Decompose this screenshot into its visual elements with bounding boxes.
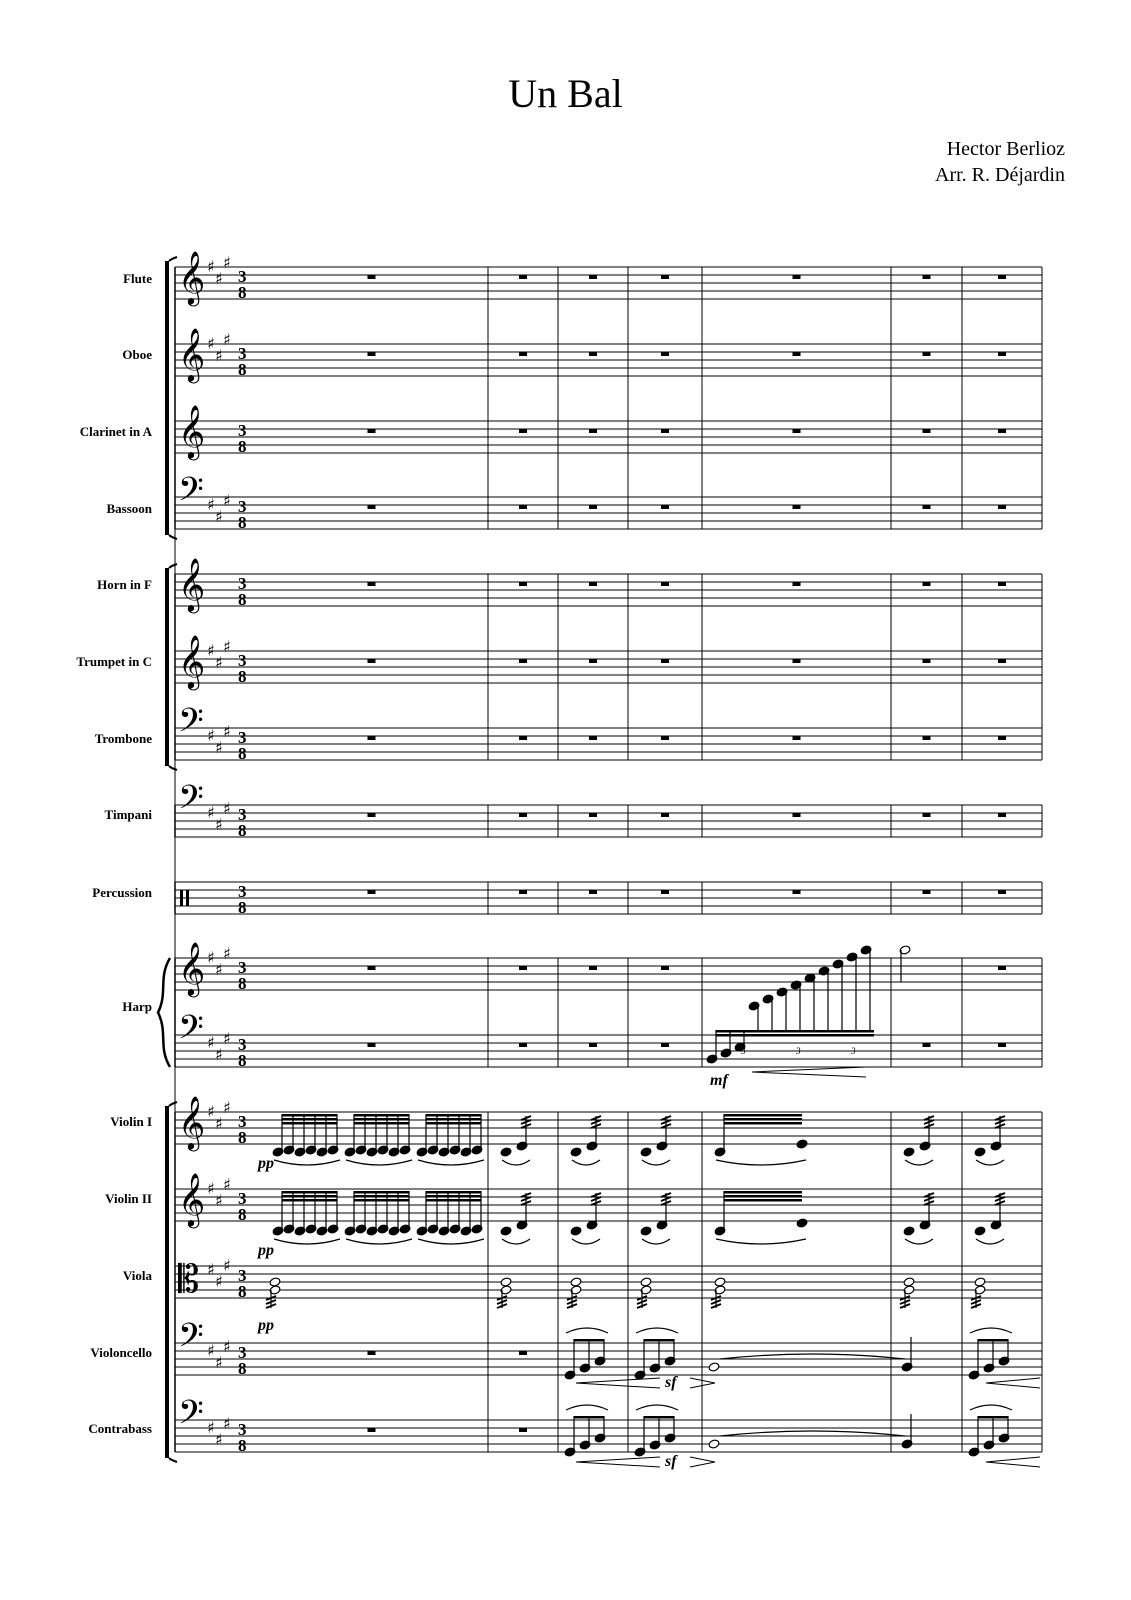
treble-clef: 𝄞 xyxy=(178,250,206,304)
sharp-sign: ♯ xyxy=(223,253,231,272)
notehead xyxy=(708,1439,720,1449)
crescendo-hairpin xyxy=(576,1378,660,1388)
sharp-sign: ♯ xyxy=(223,637,231,656)
beam xyxy=(354,1191,409,1194)
slur xyxy=(970,1328,1012,1333)
time-sig-denominator: 8 xyxy=(238,283,247,302)
instrument-label: Flute xyxy=(123,271,152,286)
beam xyxy=(716,1030,874,1033)
staff-lines xyxy=(175,267,1042,1452)
crescendo-hairpin xyxy=(752,1067,866,1077)
sharp-sign: ♯ xyxy=(207,257,215,276)
slur xyxy=(970,1405,1012,1410)
arranger-credit: Arr. R. Déjardin xyxy=(935,164,1065,186)
time-sig-numerator: 3 xyxy=(238,805,247,824)
notehead xyxy=(903,1226,915,1236)
measure-rest xyxy=(589,505,597,509)
notehead xyxy=(640,1226,652,1236)
slur xyxy=(636,1328,678,1333)
time-sig-denominator: 8 xyxy=(238,1282,247,1301)
sharp-sign: ♯ xyxy=(207,1102,215,1121)
time-sig-denominator: 8 xyxy=(238,667,247,686)
instrument-label: Harp xyxy=(122,999,152,1014)
sharp-sign: ♯ xyxy=(215,1272,223,1291)
bass-clef: 𝄢 xyxy=(178,702,204,748)
group-bracket-bar xyxy=(165,1106,169,1458)
sharp-sign: ♯ xyxy=(223,491,231,510)
measure-rest xyxy=(589,890,597,894)
group-bracket-bar xyxy=(165,568,169,766)
instrument-label: Viola xyxy=(122,1268,152,1283)
notehead xyxy=(708,1362,720,1372)
treble-clef: 𝄞 xyxy=(178,404,206,458)
bass-clef: 𝄢 xyxy=(178,1009,204,1055)
measure-rest xyxy=(998,582,1006,586)
instrument-label: Bassoon xyxy=(106,501,152,516)
measure-rest xyxy=(793,275,801,279)
measure-rest xyxy=(368,582,376,586)
measure-rest xyxy=(368,429,376,433)
time-sig-denominator: 8 xyxy=(238,1436,247,1455)
beam xyxy=(426,1118,481,1121)
beam xyxy=(282,1118,337,1121)
composer-credit: Hector Berlioz xyxy=(946,138,1065,160)
sharp-sign: ♯ xyxy=(215,1353,223,1372)
time-sig-denominator: 8 xyxy=(238,1051,247,1070)
notehead xyxy=(974,1277,986,1287)
notehead xyxy=(974,1147,986,1157)
measure-rest xyxy=(998,275,1006,279)
sharp-sign: ♯ xyxy=(223,799,231,818)
measure-rest xyxy=(923,505,931,509)
group-bracket-bar xyxy=(165,261,169,535)
beam xyxy=(282,1199,337,1202)
measure-rest xyxy=(998,1043,1006,1047)
measure-rest xyxy=(923,352,931,356)
time-sig-numerator: 3 xyxy=(238,728,247,747)
dynamic-viola: pp xyxy=(258,1317,274,1334)
sharp-sign: ♯ xyxy=(207,1179,215,1198)
crescendo-hairpin xyxy=(986,1378,1040,1388)
sharp-sign: ♯ xyxy=(223,1029,231,1048)
measure-rest xyxy=(793,659,801,663)
measure-rest xyxy=(519,890,527,894)
measure-rest xyxy=(998,352,1006,356)
slur xyxy=(572,1239,600,1244)
time-sig-numerator: 3 xyxy=(238,1112,247,1131)
measure-rest xyxy=(998,813,1006,817)
notehead xyxy=(500,1277,512,1287)
measure-rest xyxy=(519,352,527,356)
instrument-label: Contrabass xyxy=(88,1421,152,1436)
measure-rest xyxy=(998,659,1006,663)
measure-rest xyxy=(519,429,527,433)
score-title: Un Bal xyxy=(508,71,623,116)
slur xyxy=(642,1239,670,1244)
notehead xyxy=(570,1147,582,1157)
treble-clef: 𝄞 xyxy=(178,1095,206,1149)
measure-rest xyxy=(923,659,931,663)
slur xyxy=(905,1160,933,1165)
treble-clef: 𝄞 xyxy=(178,634,206,688)
sharp-sign: ♯ xyxy=(223,330,231,349)
treble-clef: 𝄞 xyxy=(178,327,206,381)
measure-rest xyxy=(519,1043,527,1047)
notehead xyxy=(714,1277,726,1287)
sharp-sign: ♯ xyxy=(207,1260,215,1279)
sharp-sign: ♯ xyxy=(215,507,223,526)
beam xyxy=(282,1114,337,1117)
instrument-labels xyxy=(76,271,152,1436)
instrument-label: Percussion xyxy=(92,885,152,900)
measure-rest xyxy=(793,429,801,433)
time-sig-denominator: 8 xyxy=(238,1128,247,1147)
notehead xyxy=(570,1226,582,1236)
sharp-sign: ♯ xyxy=(215,1114,223,1133)
beam xyxy=(354,1122,409,1125)
measure-rest xyxy=(793,505,801,509)
measure-rest xyxy=(793,352,801,356)
measure-rest xyxy=(923,1043,931,1047)
sharp-sign: ♯ xyxy=(207,803,215,822)
dynamic-harp: mf xyxy=(710,1072,728,1089)
time-sig-numerator: 3 xyxy=(238,267,247,286)
measure-rest xyxy=(519,275,527,279)
slur xyxy=(346,1239,412,1244)
slur xyxy=(502,1160,530,1165)
slur xyxy=(720,1431,905,1436)
slur xyxy=(572,1160,600,1165)
instrument-label: Horn in F xyxy=(97,577,152,592)
beam xyxy=(426,1122,481,1125)
time-sig-denominator: 8 xyxy=(238,360,247,379)
beam xyxy=(426,1199,481,1202)
slur xyxy=(642,1160,670,1165)
instrument-label: Trombone xyxy=(94,731,152,746)
beam xyxy=(644,1339,674,1342)
slur xyxy=(976,1239,1004,1244)
instrument-label: Violoncello xyxy=(90,1345,152,1360)
sharp-sign: ♯ xyxy=(215,738,223,757)
sharp-sign: ♯ xyxy=(207,641,215,660)
measure-rest xyxy=(589,352,597,356)
slur xyxy=(636,1405,678,1410)
treble-clef: 𝄞 xyxy=(178,557,206,611)
sharp-sign: ♯ xyxy=(223,722,231,741)
slur xyxy=(418,1239,484,1244)
measure-rests xyxy=(368,275,1007,1432)
time-sig-numerator: 3 xyxy=(238,882,247,901)
notehead xyxy=(570,1277,582,1287)
beam xyxy=(426,1114,481,1117)
tuplet-label: 3 xyxy=(796,1046,801,1056)
measure-rest xyxy=(519,736,527,740)
time-sig-denominator: 8 xyxy=(238,974,247,993)
measure-rest xyxy=(998,966,1006,970)
slur xyxy=(720,1354,905,1359)
beam xyxy=(724,1122,802,1125)
sharp-sign: ♯ xyxy=(223,944,231,963)
sharp-sign: ♯ xyxy=(215,653,223,672)
notehead xyxy=(269,1277,281,1287)
sharp-sign: ♯ xyxy=(207,1341,215,1360)
measure-rest xyxy=(923,890,931,894)
beam xyxy=(724,1199,802,1202)
harp-brace xyxy=(158,958,170,1067)
measure-rest xyxy=(368,352,376,356)
slur xyxy=(274,1160,340,1165)
dynamic-bass: sf xyxy=(665,1453,677,1470)
measure-rest xyxy=(998,505,1006,509)
time-sig-numerator: 3 xyxy=(238,958,247,977)
notehead xyxy=(974,1226,986,1236)
beam xyxy=(426,1195,481,1198)
sharp-sign: ♯ xyxy=(223,1256,231,1275)
measure-rest xyxy=(368,736,376,740)
measure-rest xyxy=(661,429,669,433)
measure-rest xyxy=(589,582,597,586)
measure-rest xyxy=(998,736,1006,740)
time-sig-numerator: 3 xyxy=(238,1266,247,1285)
time-sig-denominator: 8 xyxy=(238,898,247,917)
slur xyxy=(905,1239,933,1244)
beam xyxy=(724,1195,802,1198)
crescendo-hairpin xyxy=(576,1457,660,1467)
bass-clef: 𝄢 xyxy=(178,1394,204,1440)
instrument-label: Trumpet in C xyxy=(76,654,152,669)
percussion-clef xyxy=(186,890,189,906)
measure-rest xyxy=(923,429,931,433)
time-sig-numerator: 3 xyxy=(238,574,247,593)
measure-rest xyxy=(589,966,597,970)
time-sig-numerator: 3 xyxy=(238,651,247,670)
measure-rest xyxy=(519,505,527,509)
tuplet-label: 3 xyxy=(851,1046,856,1056)
sharp-sign: ♯ xyxy=(223,1175,231,1194)
bass-clef: 𝄢 xyxy=(178,779,204,825)
notehead xyxy=(500,1147,512,1157)
beam xyxy=(724,1191,802,1194)
beam xyxy=(716,1034,874,1037)
measure-rest xyxy=(661,505,669,509)
sharp-sign: ♯ xyxy=(215,815,223,834)
beam xyxy=(282,1195,337,1198)
measure-rest xyxy=(923,813,931,817)
sharp-sign: ♯ xyxy=(223,1414,231,1433)
notes xyxy=(266,945,1012,1457)
slur xyxy=(418,1160,484,1165)
dynamic-cello: sf xyxy=(665,1374,677,1391)
beam xyxy=(574,1416,604,1419)
dynamic-violin1: pp xyxy=(258,1155,274,1172)
time-sig-denominator: 8 xyxy=(238,1205,247,1224)
time-sig-denominator: 8 xyxy=(238,437,247,456)
measure-rest xyxy=(589,659,597,663)
notehead xyxy=(903,1147,915,1157)
beam xyxy=(724,1114,802,1117)
time-sig-denominator: 8 xyxy=(238,821,247,840)
measure-rest xyxy=(661,966,669,970)
measure-rest xyxy=(793,813,801,817)
slur xyxy=(274,1239,340,1244)
alto-clef: 𝄡 xyxy=(178,1257,200,1301)
dynamic-violin2: pp xyxy=(258,1242,274,1259)
slur xyxy=(346,1160,412,1165)
beam xyxy=(644,1416,674,1419)
measure-rest xyxy=(368,659,376,663)
treble-clef: 𝄞 xyxy=(178,941,206,995)
measure-rest xyxy=(589,429,597,433)
diminuendo-hairpin xyxy=(690,1457,715,1467)
sharp-sign: ♯ xyxy=(207,495,215,514)
measure-rest xyxy=(368,1351,376,1355)
beam xyxy=(282,1122,337,1125)
time-sig-denominator: 8 xyxy=(238,590,247,609)
bass-clef: 𝄢 xyxy=(178,1317,204,1363)
instrument-label: Violin II xyxy=(105,1191,152,1206)
percussion-clef xyxy=(180,890,183,906)
measure-rest xyxy=(368,1043,376,1047)
beam xyxy=(354,1195,409,1198)
instrument-label: Timpani xyxy=(104,807,152,822)
sharp-sign: ♯ xyxy=(215,1430,223,1449)
crescendo-hairpin xyxy=(986,1457,1040,1467)
measure-rest xyxy=(519,659,527,663)
notehead xyxy=(500,1226,512,1236)
measure-rest xyxy=(923,736,931,740)
sharp-sign: ♯ xyxy=(215,960,223,979)
notehead xyxy=(796,1218,808,1228)
measure-rest xyxy=(793,736,801,740)
measure-rest xyxy=(519,1428,527,1432)
slur xyxy=(976,1160,1004,1165)
measure-rest xyxy=(368,966,376,970)
beam xyxy=(724,1118,802,1121)
time-sig-numerator: 3 xyxy=(238,1189,247,1208)
time-sig-denominator: 8 xyxy=(238,744,247,763)
sharp-sign: ♯ xyxy=(223,1337,231,1356)
sharp-sign: ♯ xyxy=(215,269,223,288)
slur xyxy=(716,1160,806,1165)
time-sig-denominator: 8 xyxy=(238,1359,247,1378)
beam xyxy=(426,1191,481,1194)
time-sig-numerator: 3 xyxy=(238,1343,247,1362)
beam xyxy=(354,1199,409,1202)
measure-rest xyxy=(793,582,801,586)
beam xyxy=(354,1118,409,1121)
slur xyxy=(566,1328,608,1333)
measure-rest xyxy=(923,275,931,279)
time-sig-numerator: 3 xyxy=(238,1420,247,1439)
measure-rest xyxy=(519,1351,527,1355)
measure-rest xyxy=(589,813,597,817)
time-sig-numerator: 3 xyxy=(238,421,247,440)
beam xyxy=(978,1339,1008,1342)
treble-clef: 𝄞 xyxy=(178,1172,206,1226)
measure-rest xyxy=(998,429,1006,433)
measure-rest xyxy=(793,890,801,894)
notehead xyxy=(640,1147,652,1157)
measure-rest xyxy=(661,890,669,894)
dynamics xyxy=(256,1067,1040,1470)
measure-rest xyxy=(589,1043,597,1047)
measure-rest xyxy=(661,352,669,356)
sharp-sign: ♯ xyxy=(207,334,215,353)
beam xyxy=(978,1416,1008,1419)
time-sig-numerator: 3 xyxy=(238,1035,247,1054)
measure-rest xyxy=(519,966,527,970)
beam xyxy=(354,1114,409,1117)
sharp-sign: ♯ xyxy=(207,726,215,745)
sharp-sign: ♯ xyxy=(215,346,223,365)
sharp-sign: ♯ xyxy=(223,1098,231,1117)
measure-rest xyxy=(661,813,669,817)
measure-rest xyxy=(368,1428,376,1432)
measure-rest xyxy=(368,813,376,817)
measure-rest xyxy=(368,890,376,894)
measure-rest xyxy=(368,505,376,509)
slur xyxy=(502,1239,530,1244)
slur xyxy=(566,1405,608,1410)
sharp-sign: ♯ xyxy=(215,1191,223,1210)
instrument-label: Oboe xyxy=(122,347,152,362)
measure-rest xyxy=(998,890,1006,894)
measure-rest xyxy=(589,275,597,279)
sharp-sign: ♯ xyxy=(207,1418,215,1437)
notehead xyxy=(640,1277,652,1287)
time-sig-numerator: 3 xyxy=(238,344,247,363)
measure-rest xyxy=(661,659,669,663)
measure-rest xyxy=(368,275,376,279)
slur xyxy=(716,1239,806,1244)
group-brackets xyxy=(158,257,177,1462)
tuplet-label: 3 xyxy=(741,1046,746,1056)
instrument-label: Clarinet in A xyxy=(79,424,152,439)
instrument-label: Violin I xyxy=(110,1114,152,1129)
measure-rest xyxy=(661,275,669,279)
measure-rest xyxy=(519,813,527,817)
bass-clef: 𝄢 xyxy=(178,471,204,517)
notehead xyxy=(796,1139,808,1149)
measure-rest xyxy=(519,582,527,586)
sharp-sign: ♯ xyxy=(207,948,215,967)
measure-rest xyxy=(923,582,931,586)
sharp-sign: ♯ xyxy=(207,1033,215,1052)
measure-rest xyxy=(589,736,597,740)
time-sig-denominator: 8 xyxy=(238,513,247,532)
time-sig-numerator: 3 xyxy=(238,497,247,516)
measure-rest xyxy=(661,582,669,586)
measure-rest xyxy=(661,1043,669,1047)
measure-rest xyxy=(661,736,669,740)
beam xyxy=(282,1191,337,1194)
beam xyxy=(574,1339,604,1342)
sharp-sign: ♯ xyxy=(215,1045,223,1064)
notehead xyxy=(903,1277,915,1287)
